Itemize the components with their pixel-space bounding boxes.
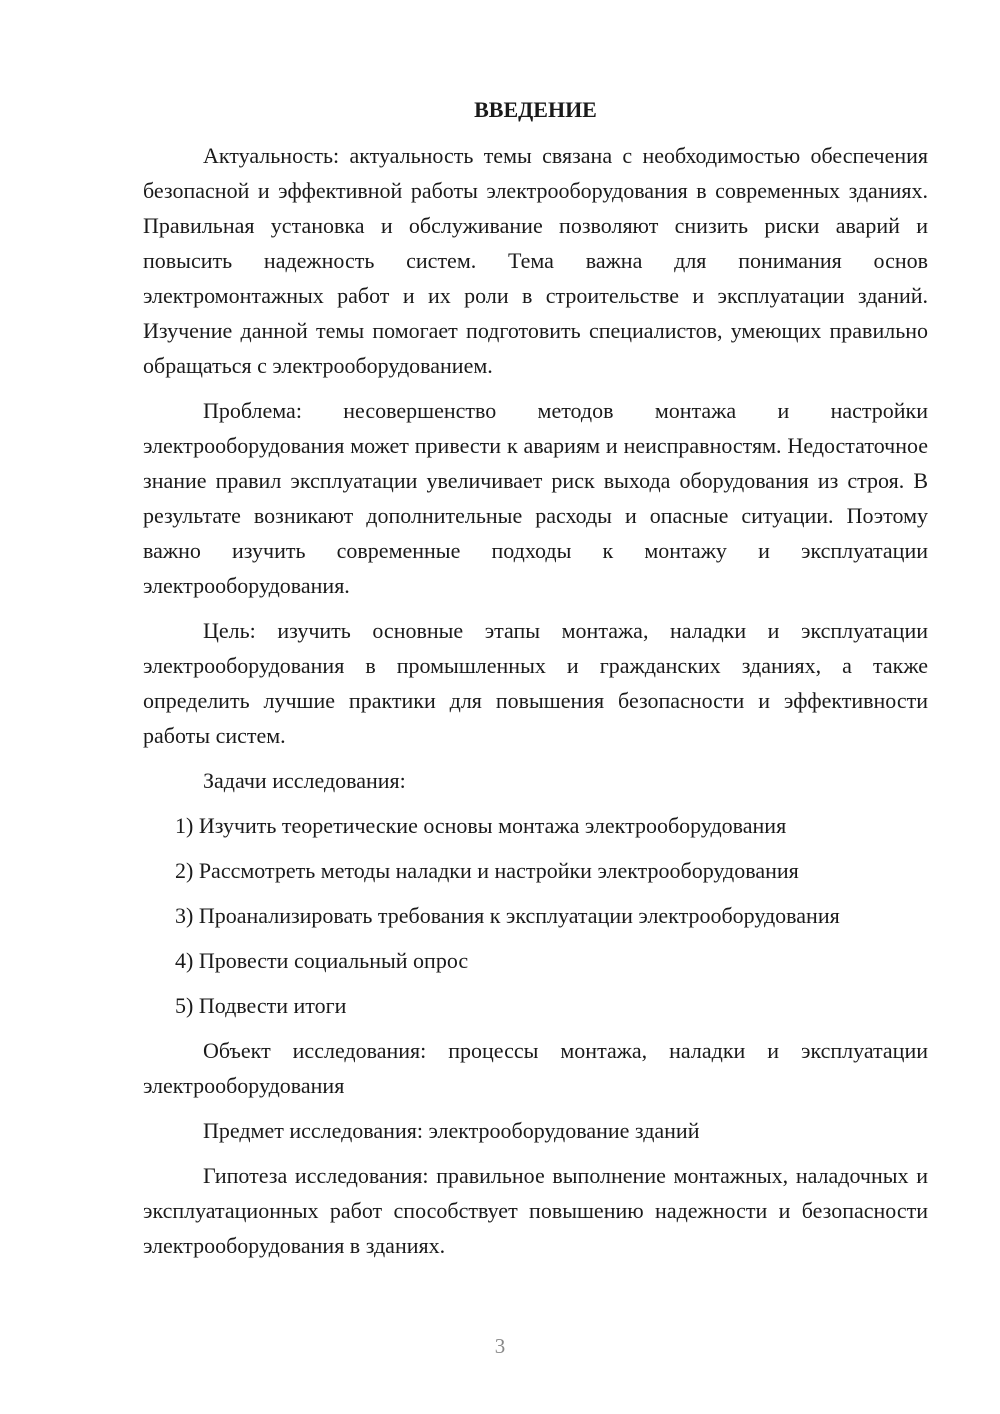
task-item-4: 4) Провести социальный опрос <box>175 948 469 973</box>
paragraph-object: Объект исследования: процессы монтажа, наладки и эксплуатации электрооборудования <box>143 1038 928 1098</box>
paragraph-tasks-heading: Задачи исследования: <box>203 768 406 793</box>
paragraph-goal: Цель: изучить основные этапы монтажа, наладки и эксплуатации электрооборудования в промышленных и гражданских зданиях, а также определить лучшие практики для повышения безопасности и эффективности работы систем. <box>143 618 928 748</box>
paragraph-problem: Проблема: несовершенство методов монтажа и настройки электрооборудования может привести к авариям и неисправностям. Недостаточное знание правил эксплуатации увеличивает риск выхода оборудования из строя. В результате возникают дополнительные расходы и опасные ситуации. Поэтому важно изучить современные подходы к монтажу и эксплуатации электрооборудования. <box>143 398 928 598</box>
page-number: 3 <box>494 1334 506 1358</box>
paragraph-relevance: Актуальность: актуальность темы связана с необходимостью обеспечения безопасной и эффективной работы электрооборудования в современных зданиях. Правильная установка и обслуживание позволяют снизить риски аварий и повысить надежность систем. Тема важна для понимания основ электромонтажных работ и их роли в строительстве и эксплуатации зданий. Изучение данной темы помогает подготовить специалистов, умеющих правильно обращаться с электрооборудованием. <box>143 143 928 378</box>
paragraph-hypothesis: Гипотеза исследования: правильное выполнение монтажных, наладочных и эксплуатационных работ способствует повышению надежности и безопасности электрооборудования в зданиях. <box>143 1163 928 1258</box>
section-title: ВВЕДЕНИЕ <box>474 97 597 122</box>
paragraph-subject: Предмет исследования: электрооборудование зданий <box>203 1118 700 1143</box>
task-item-3: 3) Проанализировать требования к эксплуатации электрооборудования <box>175 903 840 928</box>
task-item-2: 2) Рассмотреть методы наладки и настройки электрооборудования <box>175 858 799 883</box>
task-item-5: 5) Подвести итоги <box>175 993 347 1018</box>
task-item-1: 1) Изучить теоретические основы монтажа электрооборудования <box>175 813 787 838</box>
document-page <box>143 92 928 1273</box>
